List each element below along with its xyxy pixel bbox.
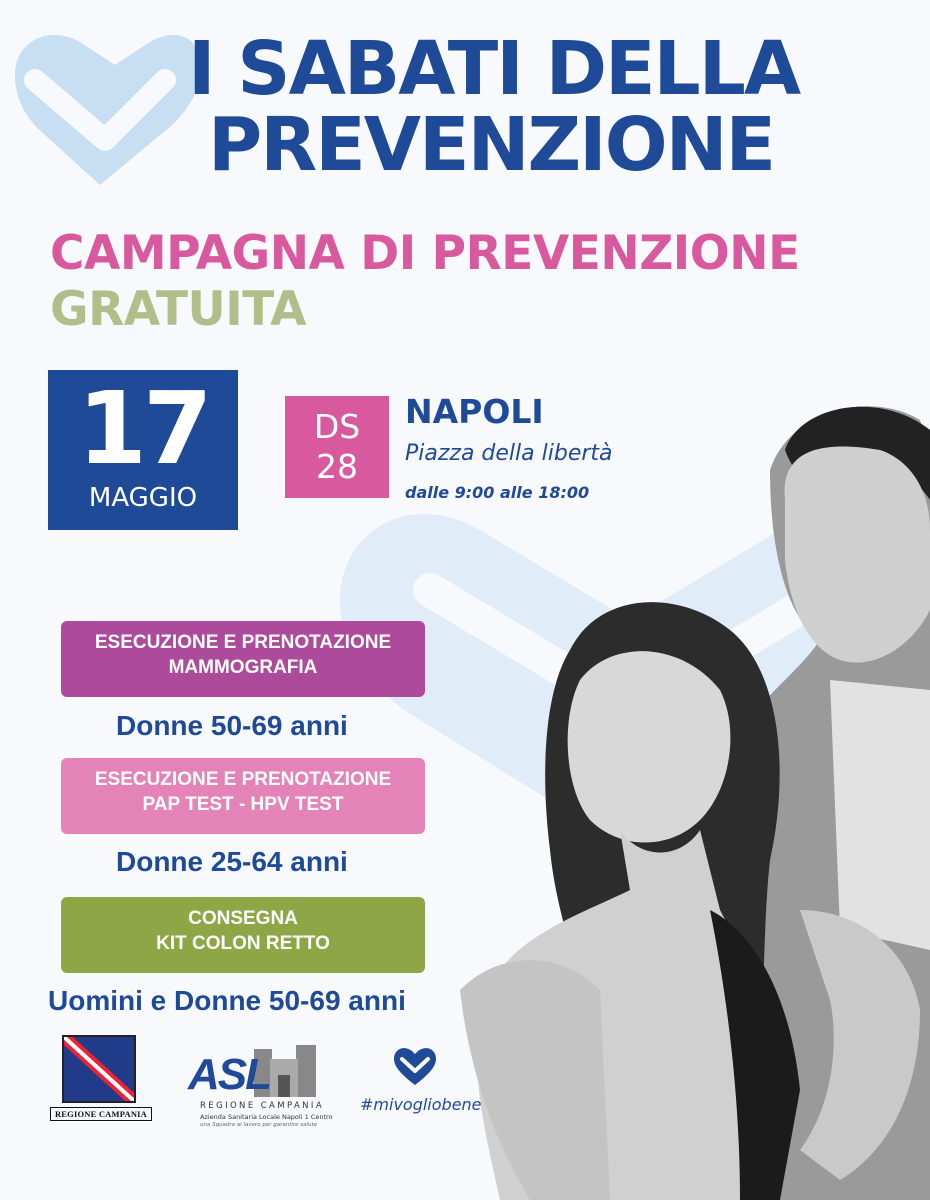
event-hours: dalle 9:00 alle 18:00 (405, 483, 590, 502)
date-badge (48, 370, 238, 530)
district-label: DS (313, 407, 361, 446)
district-badge (285, 396, 389, 498)
district-number: 28 (316, 447, 358, 486)
service-pap-line2: PAP TEST - HPV TEST (142, 794, 344, 815)
heart-chevron-icon (5, 20, 200, 220)
regione-campania-label: REGIONE CAMPANIA (50, 1107, 152, 1121)
campania-crest-stripe-icon (64, 1037, 134, 1101)
service-colon-kit (61, 897, 425, 973)
target-pap-test: Donne 25-64 anni (116, 846, 348, 877)
date-month: MAGGIO (88, 483, 198, 513)
couple-photo (440, 390, 930, 1200)
event-city: NAPOLI (405, 392, 544, 431)
free-subtitle: GRATUITA (50, 282, 306, 337)
service-mammography-line2: MAMMOGRAFIA (168, 657, 318, 678)
asl-tagline: una Squadra al lavoro per garantire salute (200, 1122, 318, 1128)
target-colon-kit: Uomini e Donne 50-69 anni (48, 985, 406, 1016)
asl-region-label: REGIONE CAMPANIA (200, 1101, 325, 1111)
hashtag-text: #mivogliobene (360, 1095, 482, 1114)
asl-napoli-logo (188, 1035, 333, 1135)
campaign-subtitle: CAMPAGNA DI PREVENZIONE (50, 226, 800, 281)
service-colon-line2: KIT COLON RETTO (156, 933, 330, 954)
regione-campania-logo (50, 1035, 150, 1127)
target-mammography: Donne 50-69 anni (116, 710, 348, 741)
hashtag-logo (360, 1045, 482, 1125)
service-mammography-line1: ESECUZIONE E PRENOTAZIONE (94, 632, 392, 653)
heart-chevron-icon (390, 1045, 440, 1089)
campania-crest-icon (62, 1035, 136, 1103)
service-colon-line1: CONSEGNA (188, 908, 298, 929)
date-day: 17 (77, 370, 209, 487)
event-location: Piazza della libertà (405, 441, 613, 466)
title-line-1: I SABATI DELLA (188, 26, 800, 112)
service-mammography (61, 621, 425, 697)
asl-name-label: Azienda Sanitaria Locale Napoli 1 Centro (200, 1113, 333, 1121)
service-pap-line1: ESECUZIONE E PRENOTAZIONE (94, 769, 392, 790)
service-pap-test (61, 758, 425, 834)
asl-text: ASL (188, 1050, 270, 1099)
title-line-2: PREVENZIONE (208, 102, 775, 188)
